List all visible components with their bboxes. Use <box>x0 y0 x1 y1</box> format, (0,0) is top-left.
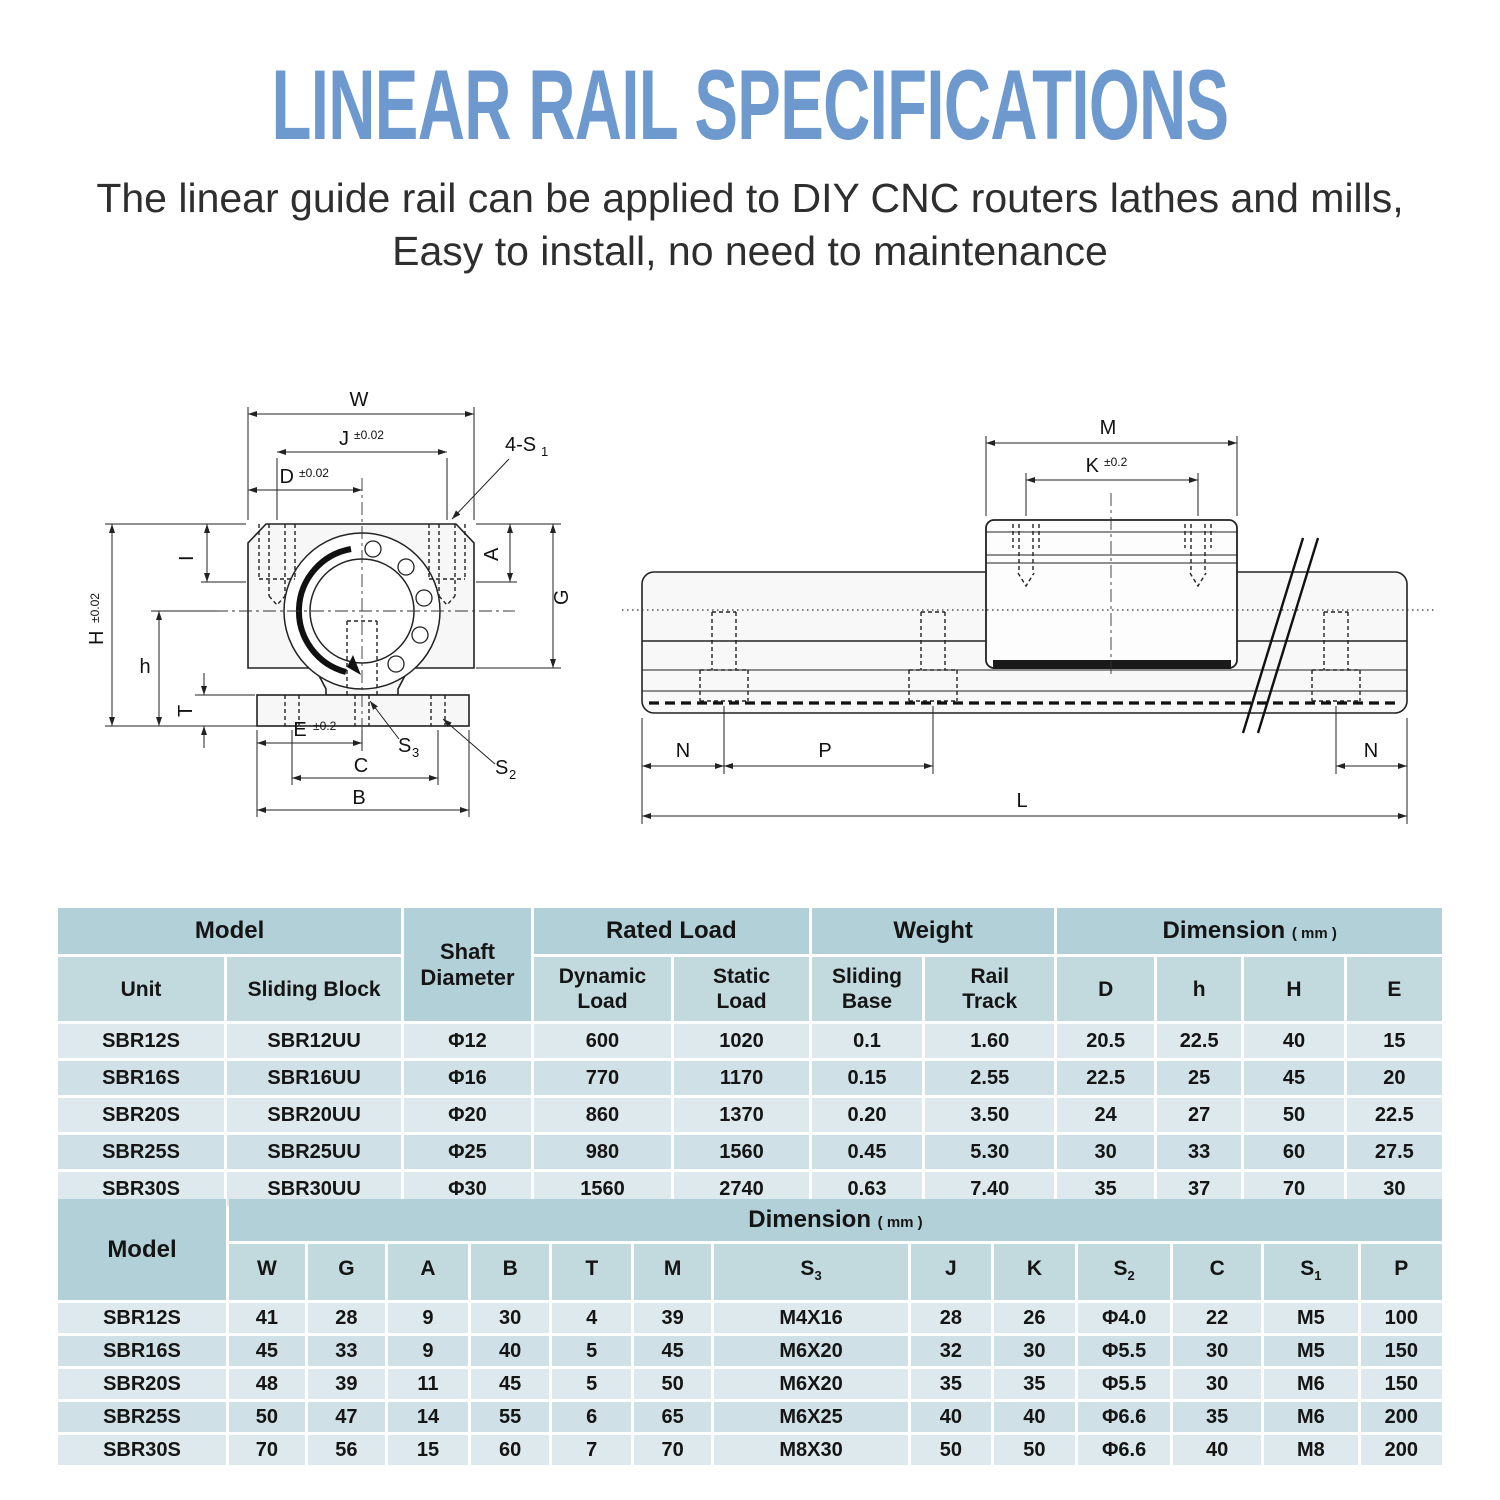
cell: 200 <box>1384 1438 1418 1461</box>
cell: 2.55 <box>970 1066 1010 1089</box>
cell: 40 <box>499 1339 522 1362</box>
cell: 33 <box>1188 1140 1211 1163</box>
subheader-s3: $S_3$ <box>714 1244 908 1300</box>
cell: Φ30 <box>448 1177 487 1200</box>
cell: 35 <box>1206 1405 1229 1428</box>
cell: 770 <box>585 1066 620 1089</box>
cell: 60 <box>499 1438 522 1461</box>
header-model: Model <box>58 1199 226 1300</box>
cell: 2740 <box>719 1177 764 1200</box>
cell: 1560 <box>719 1140 764 1163</box>
cell: 9 <box>422 1306 434 1329</box>
cell: 22.5 <box>1374 1103 1414 1126</box>
subheader-j: J <box>911 1244 991 1300</box>
cell: 980 <box>585 1140 620 1163</box>
cell: 0.45 <box>847 1140 887 1163</box>
cell: M6X20 <box>779 1339 843 1362</box>
cell: 5 <box>586 1372 598 1395</box>
cell: 32 <box>939 1339 962 1362</box>
subheader-c: C <box>1173 1244 1261 1300</box>
dim-label-i: I <box>176 555 198 561</box>
subheader-s2: $S_2$ <box>1078 1244 1170 1300</box>
cell: SBR20S <box>103 1372 181 1395</box>
table-row <box>58 1303 1442 1333</box>
dim-label-d: D <box>279 466 294 488</box>
page-subtitle <box>0 172 1500 278</box>
cell: 100 <box>1384 1306 1418 1329</box>
subheader-a: A <box>388 1244 468 1300</box>
dim-label-k: K <box>1085 455 1099 477</box>
cell: SBR16S <box>103 1339 181 1362</box>
base-plate <box>257 695 469 726</box>
subheader-h-lower: h <box>1157 957 1241 1021</box>
cell: 60 <box>1282 1140 1306 1163</box>
cell: 22.5 <box>1179 1029 1219 1052</box>
cell: 50 <box>1282 1103 1306 1126</box>
cell: 0.15 <box>847 1066 887 1089</box>
table-row <box>58 1369 1442 1399</box>
cell: Φ5.5 <box>1101 1372 1147 1395</box>
cell: Φ25 <box>448 1140 487 1163</box>
cell: 1560 <box>580 1177 625 1200</box>
dim-label-l: L <box>1016 790 1028 812</box>
cell: 11 <box>417 1372 439 1395</box>
cell: 1020 <box>719 1029 764 1052</box>
cell: SBR12UU <box>267 1029 361 1052</box>
cell: 4 <box>586 1306 598 1329</box>
cell: 30 <box>1023 1339 1046 1362</box>
dim-label-s3-sub: 3 <box>412 745 420 760</box>
dim-label-a: A <box>481 547 503 561</box>
cell: 22 <box>1206 1306 1229 1329</box>
dim-label-4s1: 4-S <box>505 434 537 456</box>
cell: SBR12S <box>102 1029 180 1052</box>
cell: 40 <box>1282 1029 1306 1052</box>
subheader-e: E <box>1347 957 1442 1021</box>
cell: 600 <box>585 1029 620 1052</box>
table-row <box>58 1098 1442 1132</box>
cell: Φ4.0 <box>1101 1306 1147 1329</box>
subheader-w: W <box>229 1244 305 1300</box>
cell: 33 <box>335 1339 358 1362</box>
dim-label-p: P <box>818 740 832 762</box>
table-row <box>58 1402 1442 1432</box>
cell: M5 <box>1297 1339 1325 1362</box>
cell: Φ16 <box>448 1066 487 1089</box>
dimension-detail-table <box>55 1196 1445 1468</box>
cell: 15 <box>1383 1029 1406 1052</box>
cell: 26 <box>1023 1306 1046 1329</box>
cell: 0.20 <box>847 1103 887 1126</box>
table-row <box>58 1061 1442 1095</box>
dim-label-n-left: N <box>675 740 691 762</box>
cell: SBR12S <box>103 1306 181 1329</box>
cell: SBR30S <box>103 1438 181 1461</box>
dim-label-w: W <box>349 389 369 411</box>
dim-label-e: E <box>293 719 307 741</box>
cell: Φ5.5 <box>1101 1339 1147 1362</box>
dim-label-t: T <box>175 704 197 717</box>
cell: 1370 <box>719 1103 764 1126</box>
rail-side-view-diagram <box>597 388 1482 848</box>
cell: Φ6.6 <box>1101 1405 1147 1428</box>
cell: 5 <box>586 1339 598 1362</box>
header-rated-load: Rated Load <box>534 908 809 954</box>
dim-label-c: C <box>353 755 369 777</box>
dim-label-n-right: N <box>1363 740 1379 762</box>
cell: M6 <box>1297 1405 1325 1428</box>
dim-label-s2: S <box>495 757 509 779</box>
load-weight-dimension-table <box>55 905 1445 1209</box>
subtitle-line-2: Easy to install, no need to maintenance <box>392 228 1108 274</box>
subheader-static-load: Static Load <box>674 957 809 1021</box>
cell: M6X20 <box>779 1372 843 1395</box>
cell: 28 <box>939 1306 962 1329</box>
subheader-g: G <box>308 1244 385 1300</box>
sliding-block-cross-section-diagram <box>65 383 580 848</box>
cell: M6 <box>1297 1372 1325 1395</box>
cell: 7.40 <box>970 1177 1010 1200</box>
cell: SBR25UU <box>267 1140 361 1163</box>
cell: 70 <box>1282 1177 1306 1200</box>
cell: 65 <box>661 1405 684 1428</box>
cell: 37 <box>1188 1177 1211 1200</box>
subheader-d: D <box>1057 957 1154 1021</box>
cell: 55 <box>499 1405 522 1428</box>
cell: 35 <box>939 1372 962 1395</box>
cell: 14 <box>416 1405 440 1428</box>
cell: 30 <box>1206 1372 1229 1395</box>
cell: 20 <box>1383 1066 1406 1089</box>
subheader-s1: $S_1$ <box>1264 1244 1357 1300</box>
subheader-rail-track: Rail Track <box>925 957 1054 1021</box>
subheader-dynamic-load: Dynamic Load <box>534 957 671 1021</box>
cell: 45 <box>1282 1066 1306 1089</box>
cell: 48 <box>255 1372 278 1395</box>
dim-label-s2-sub: 2 <box>509 767 517 782</box>
subheader-sliding-block: Sliding Block <box>227 957 401 1021</box>
cell: 50 <box>1023 1438 1046 1461</box>
subheader-h-upper: H <box>1244 957 1343 1021</box>
subheader-t: T <box>552 1244 631 1300</box>
cell: 22.5 <box>1086 1066 1126 1089</box>
header-dimension: Dimension ( mm ) <box>1057 908 1442 954</box>
dim-tol-k: ±0.2 <box>1104 455 1128 469</box>
cell: 3.50 <box>970 1103 1010 1126</box>
dim-tol-j: ±0.02 <box>354 428 384 442</box>
cell: 5.30 <box>970 1140 1010 1163</box>
subheader-b: B <box>471 1244 550 1300</box>
cell: 1.60 <box>970 1029 1010 1052</box>
cell: 50 <box>255 1405 278 1428</box>
cell: 27.5 <box>1374 1140 1414 1163</box>
cell: SBR20UU <box>267 1103 361 1126</box>
cell: 0.1 <box>853 1029 881 1052</box>
dim-label-h-upper: H <box>86 630 108 645</box>
cell: 27 <box>1188 1103 1211 1126</box>
cell: 9 <box>422 1339 434 1362</box>
cell: 28 <box>335 1306 358 1329</box>
cell: SBR16S <box>102 1066 180 1089</box>
cell: 30 <box>1206 1339 1229 1362</box>
cell: 25 <box>1188 1066 1211 1089</box>
subheader-unit: Unit <box>58 957 224 1021</box>
cell: 30 <box>1383 1177 1406 1200</box>
subheader-k: K <box>994 1244 1075 1300</box>
cell: 56 <box>335 1438 358 1461</box>
cell: 1170 <box>719 1066 764 1089</box>
cell: 40 <box>939 1405 962 1428</box>
cell: 45 <box>255 1339 278 1362</box>
dim-tol-e: ±0.2 <box>313 719 337 733</box>
cell: 200 <box>1384 1405 1418 1428</box>
cell: 50 <box>939 1438 962 1461</box>
cell: 39 <box>335 1372 358 1395</box>
cell: 50 <box>661 1372 684 1395</box>
cell: 47 <box>335 1405 358 1428</box>
cell: 70 <box>661 1438 684 1461</box>
cell: 15 <box>416 1438 440 1461</box>
cell: 35 <box>1023 1372 1046 1395</box>
cell: 35 <box>1094 1177 1117 1200</box>
table-row <box>58 1435 1442 1465</box>
cell: SBR25S <box>102 1140 180 1163</box>
page-title: LINEAR RAIL SPECIFICATIONS <box>271 49 1229 160</box>
dim-label-j: J <box>339 428 349 450</box>
subtitle-line-1: The linear guide rail can be applied to DIY CNC routers lathes and mills, <box>96 175 1404 221</box>
cell: 30 <box>499 1306 522 1329</box>
cell: 30 <box>1094 1140 1117 1163</box>
cell: 40 <box>1206 1438 1229 1461</box>
subheader-m: M <box>634 1244 711 1300</box>
table-row <box>58 1135 1442 1169</box>
cell: SBR20S <box>102 1103 180 1126</box>
cell: 24 <box>1094 1103 1117 1126</box>
cell: 7 <box>586 1438 598 1461</box>
cell: 45 <box>499 1372 522 1395</box>
cell: 0.63 <box>847 1177 887 1200</box>
cell: SBR30S <box>102 1177 180 1200</box>
cell: M5 <box>1297 1306 1325 1329</box>
cell: SBR25S <box>103 1405 181 1428</box>
cell: Φ6.6 <box>1101 1438 1147 1461</box>
cell: 39 <box>661 1306 684 1329</box>
cell: 150 <box>1384 1339 1418 1362</box>
dim-tol-h-upper: ±0.02 <box>88 593 102 623</box>
table-row <box>58 1024 1442 1058</box>
header-model: Model <box>58 908 401 954</box>
header-shaft-diameter: Shaft Diameter <box>404 908 531 1021</box>
cell: 41 <box>255 1306 278 1329</box>
cell: SBR30UU <box>267 1177 361 1200</box>
cell: SBR16UU <box>267 1066 361 1089</box>
dim-label-s3: S <box>398 735 412 757</box>
cell: 150 <box>1384 1372 1418 1395</box>
cell: M6X25 <box>779 1405 843 1428</box>
cell: 6 <box>586 1405 598 1428</box>
slider-block <box>986 520 1237 669</box>
cell: Φ20 <box>448 1103 487 1126</box>
cell: 860 <box>585 1103 620 1126</box>
dim-tol-d: ±0.02 <box>299 466 329 480</box>
slider-bottom-seal <box>993 660 1231 669</box>
dim-label-4s1-sub: 1 <box>541 444 549 459</box>
dim-label-h-lower: h <box>139 656 151 678</box>
cell: M4X16 <box>779 1306 843 1329</box>
cell: Φ12 <box>448 1029 487 1052</box>
cell: M8 <box>1297 1438 1325 1461</box>
cell: M8X30 <box>779 1438 843 1461</box>
dim-label-g: G <box>551 589 573 605</box>
table-row <box>58 1336 1442 1366</box>
subheader-sliding-base: Sliding Base <box>812 957 922 1021</box>
cell: 70 <box>255 1438 278 1461</box>
cell: 40 <box>1023 1405 1046 1428</box>
header-dimension: Dimension ( mm ) <box>229 1199 1442 1241</box>
subheader-p: P <box>1361 1244 1442 1300</box>
dim-label-b: B <box>352 787 366 809</box>
cell: 20.5 <box>1086 1029 1126 1052</box>
dim-label-m: M <box>1099 417 1117 439</box>
header-weight: Weight <box>812 908 1054 954</box>
cell: 45 <box>661 1339 684 1362</box>
